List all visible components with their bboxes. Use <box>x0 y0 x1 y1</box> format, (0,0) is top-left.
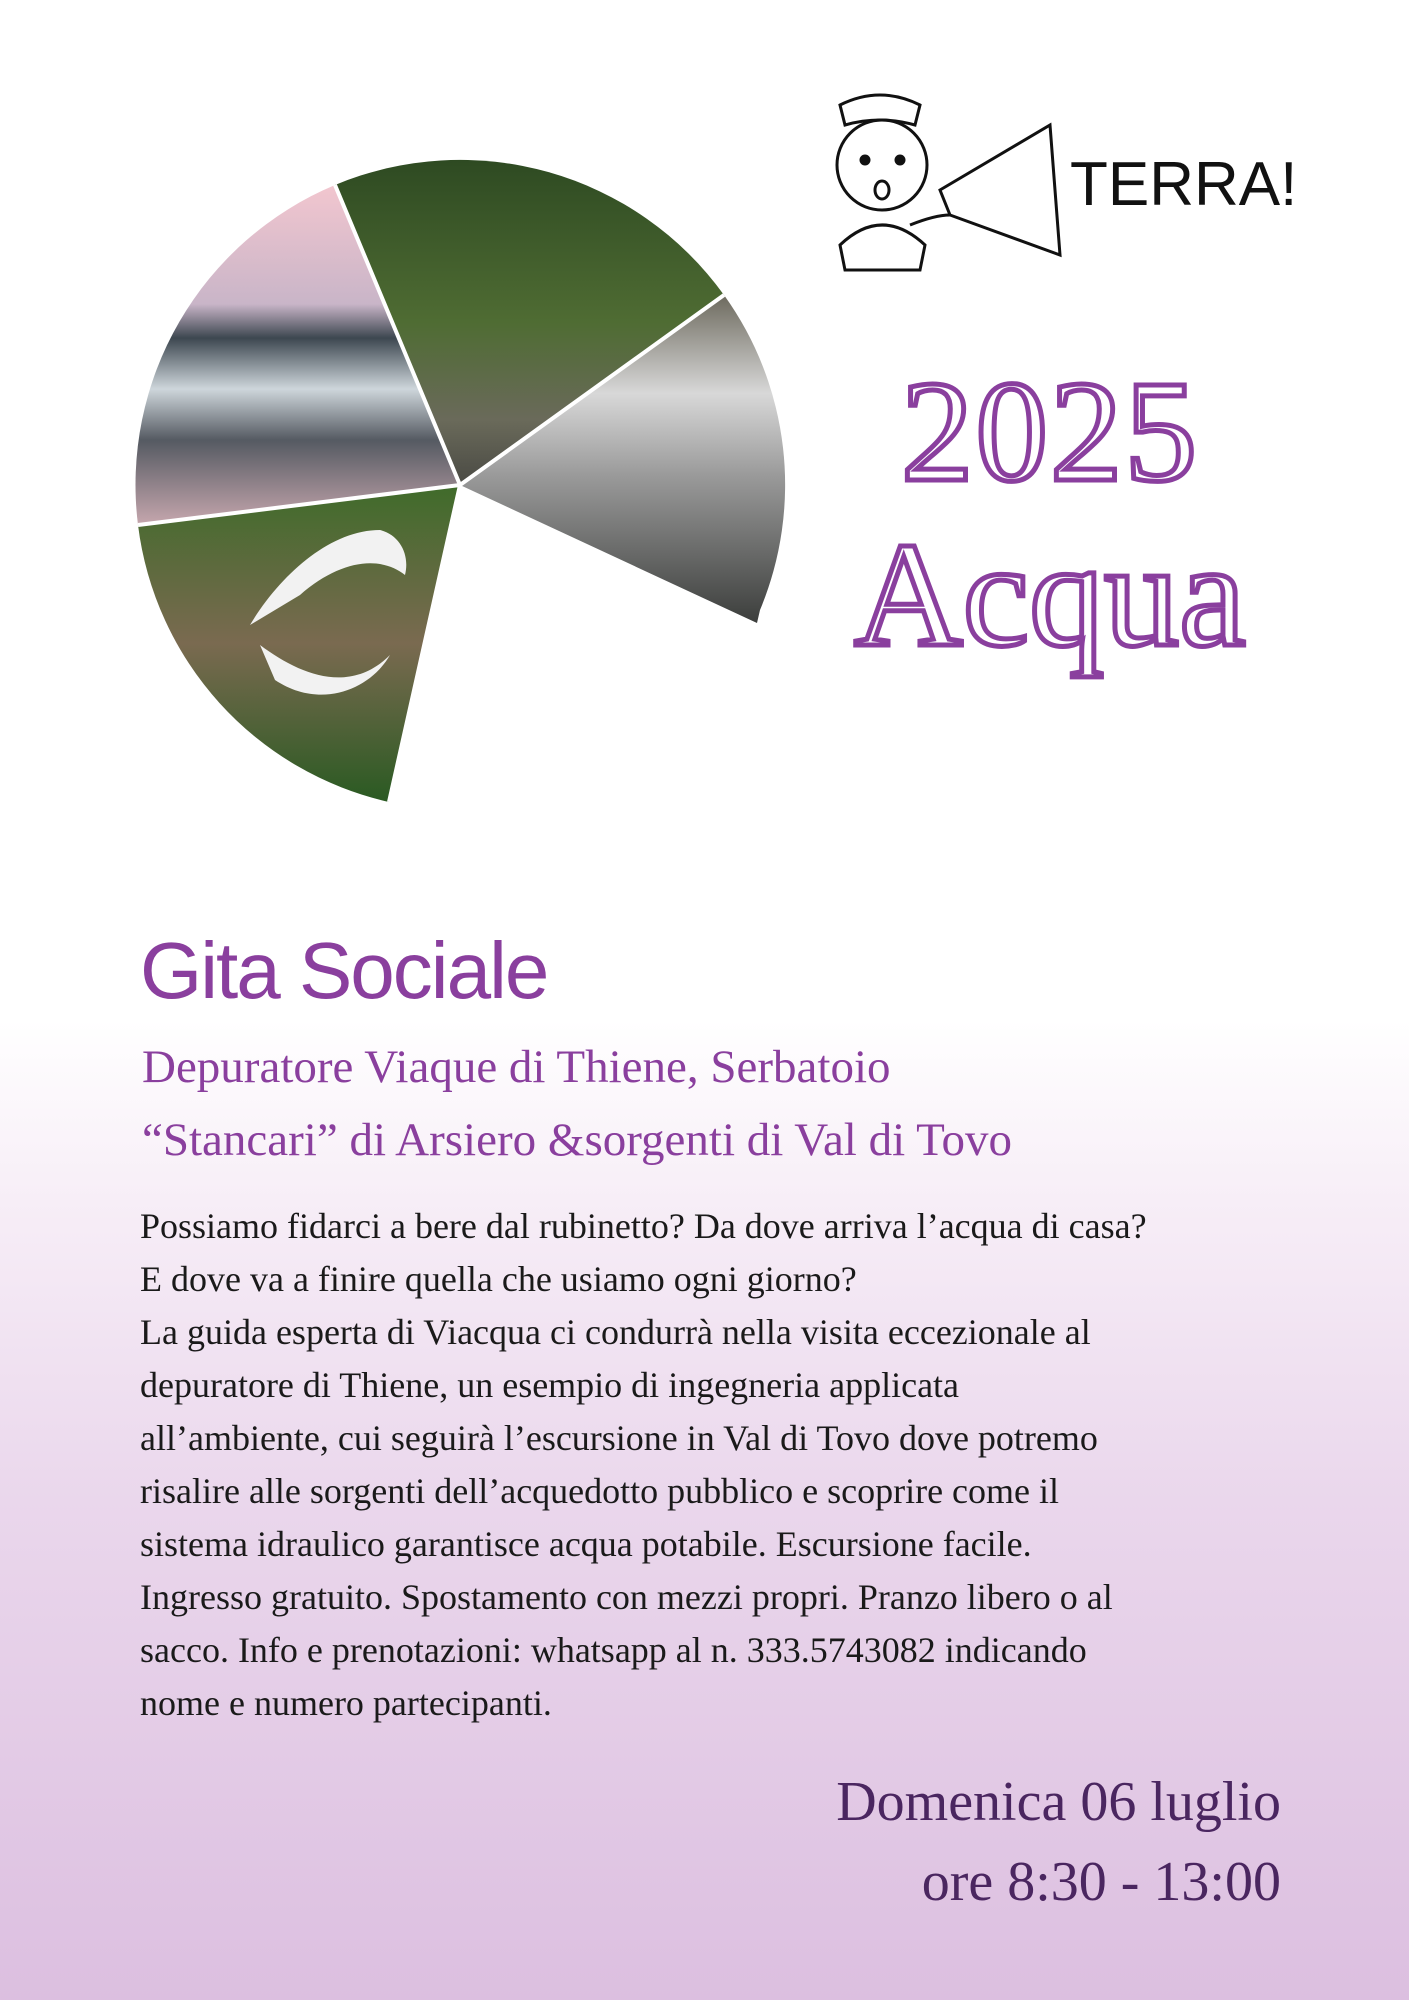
description-line: E dove va a finire quella che usiamo ogni giorno? <box>140 1259 857 1299</box>
terra-logo <box>800 65 1300 289</box>
description-line: sacco. Info e prenotazioni: whatsapp al n. 333.5743082 indicando <box>140 1630 1087 1670</box>
description-line: depuratore di Thiene, un esempio di ingegneria applicata <box>140 1365 960 1405</box>
theme-heading: Acqua <box>854 512 1246 678</box>
event-description <box>140 1200 1290 1730</box>
description-line: all’ambiente, cui seguirà l’escursione in Val di Tovo dove potremo <box>140 1418 1098 1458</box>
description-line: La guida esperta di Viacqua ci condurrà nella visita eccezionale al <box>140 1312 1091 1352</box>
event-date: Domenica 06 luglio <box>836 1771 1281 1833</box>
event-time: ore 8:30 - 13:00 <box>921 1851 1281 1913</box>
description-line: Possiamo fidarci a bere dal rubinetto? Da dove arriva l’acqua di casa? <box>140 1206 1147 1246</box>
sailor-girl-megaphone-icon <box>800 65 1300 285</box>
event-title: Gita Sociale <box>140 926 548 1015</box>
photo-collage-pie <box>110 135 810 835</box>
description-line: sistema idraulico garantisce acqua potabile. Escursione facile. <box>140 1524 1032 1564</box>
description-line: risalire alle sorgenti dell’acquedotto pubblico e scoprire come il <box>140 1471 1060 1511</box>
svg-text:TERRA!: TERRA! <box>1070 150 1298 219</box>
event-subtitle-line-1: Depuratore Viaque di Thiene, Serbatoio <box>142 1041 891 1093</box>
year-heading: 2025 <box>901 352 1199 512</box>
description-line: nome e numero partecipanti. <box>140 1683 552 1723</box>
event-subtitle-line-2: “Stancari” di Arsiero &sorgenti di Val di Tovo <box>142 1114 1013 1166</box>
collage-slice-egret <box>138 485 460 802</box>
description-line: Ingresso gratuito. Spostamento con mezzi propri. Pranzo libero o al <box>140 1577 1113 1617</box>
